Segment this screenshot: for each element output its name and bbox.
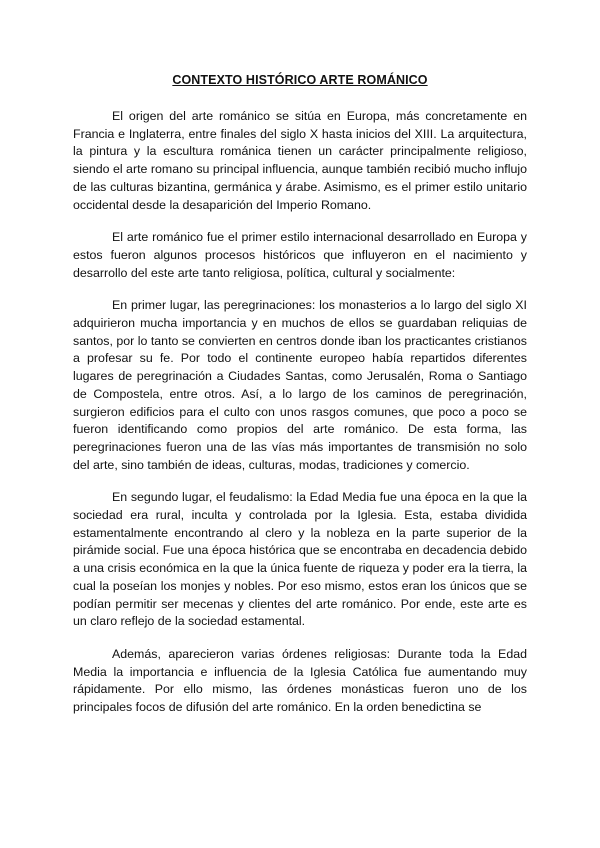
paragraph-estilo-internacional: El arte románico fue el primer estilo internacional desarrollado en Europa y estos fueron algunos procesos históricos que influyeron en el nacimiento y desarrollo del este arte tanto religiosa, política, cultural y socialmente: bbox=[73, 230, 527, 280]
paragraph-origen: El origen del arte románico se sitúa en Europa, más concretamente en Francia e Inglaterra, entre finales del siglo X hasta inicios del XIII. La arquitectura, la pintura y la escultura románica tienen un carácter principalmente religioso, siendo el arte romano su principal influencia, aunque también recibió mucho influjo de las culturas bizantina, germánica y árabe. Asimismo, es el primer estilo unitario occidental desde la desaparición del Imperio Romano. bbox=[73, 109, 527, 212]
paragraph-peregrinaciones: En primer lugar, las peregrinaciones: los monasterios a lo largo del siglo XI adquirieron mucha importancia y en muchos de ellos se guardaban reliquias de santos, por lo tanto se convierten en centros donde iban los practicantes cristianos a profesar su fe. Por todo el continente europeo había repartidos diferentes lugares de peregrinación a Ciudades Santas, como Jerusalén, Roma o Santiago de Compostela, entre otros. Así, a lo largo de los caminos de peregrinación, surgieron edificios para el culto con unos rasgos comunes, que poco a poco se fueron identificando como propios del arte románico. De esta forma, las peregrinaciones fueron una de las vías más importantes de transmisión no solo del arte, sino también de ideas, culturas, modas, tradiciones y comercio. bbox=[73, 298, 527, 472]
paragraph-ordenes-religiosas: Además, aparecieron varias órdenes religiosas: Durante toda la Edad Media la importancia e influencia de la Iglesia Católica fue aumentando muy rápidamente. Por ello mismo, las órdenes monásticas fueron uno de los principales focos de difusión del arte románico. En la orden benedictina se bbox=[73, 646, 527, 715]
document-title: CONTEXTO HISTÓRICO ARTE ROMÁNICO bbox=[172, 73, 428, 87]
paragraph-feudalismo: En segundo lugar, el feudalismo: la Edad Media fue una época en la que la sociedad era rural, inculta y controlada por la Iglesia. Esta, estaba dividida estamentalmente encontrando al clero y la nobleza en la parte superior de la pirámide social. Fue una época histórica que se encontraba en decadencia debido a una crisis económica en la que la única fuente de riqueza y poder era la tierra, la cual la poseían los monjes y nobles. Por eso mismo, estos eran los únicos que se podían permitir ser mecenas y clientes del arte románico. Por ende, este arte es un claro reflejo de la sociedad estamental. bbox=[73, 490, 527, 629]
document-body bbox=[73, 108, 527, 732]
